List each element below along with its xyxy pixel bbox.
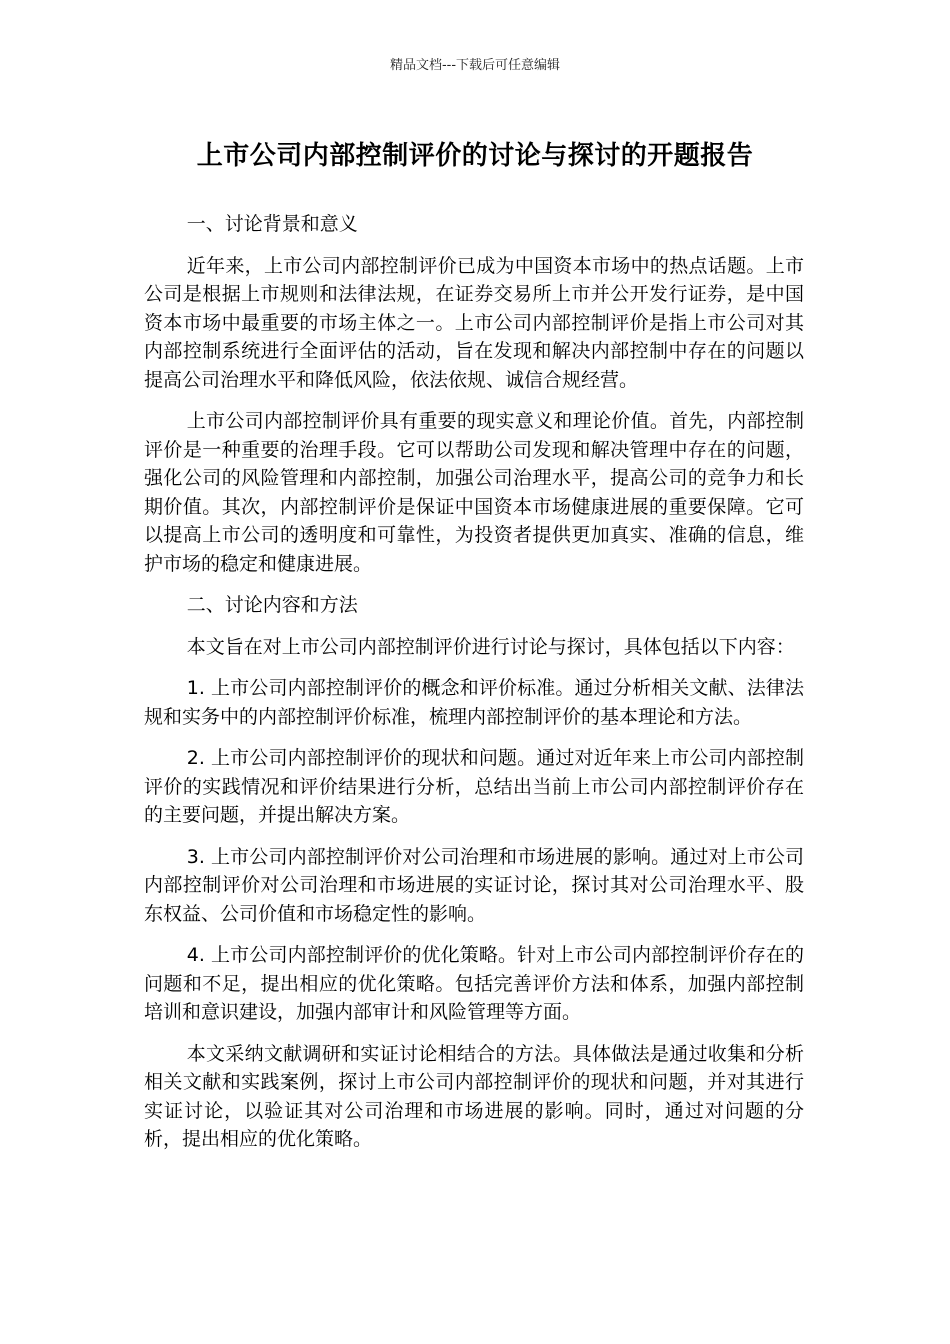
paragraph-background-intro: 近年来，上市公司内部控制评价已成为中国资本市场中的热点话题。上市公司是根据上市规则和法律法规，在证券交易所上市并公开发行证券，是中国资本市场中最重要的市场主体之一。上市公司内部控制评价是指上市公司对其内部控制系统进行全面评估的活动，旨在发现和解决内部控制中存在的问题以提高公司治理水平和降低风险，依法依规、诚信合规经营。 bbox=[144, 254, 804, 391]
section-heading-background: 一、讨论背景和意义 bbox=[186, 213, 358, 235]
list-item-2: 2. 上市公司内部控制评价的现状和问题。通过对近年来上市公司内部控制评价的实践情况和评价结果进行分析，总结出当前上市公司内部控制评价存在的主要问题，并提出解决方案。 bbox=[144, 747, 804, 826]
list-item-3: 3. 上市公司内部控制评价对公司治理和市场进展的影响。通过对上市公司内部控制评价对公司治理和市场进展的实证讨论，探讨其对公司治理水平、股东权益、公司价值和市场稳定性的影响。 bbox=[144, 845, 804, 925]
header-note: 精品文档---下载后可任意编辑 bbox=[389, 58, 561, 73]
paragraph-content-intro: 本文旨在对上市公司内部控制评价进行讨论与探讨，具体包括以下内容： bbox=[186, 635, 795, 658]
paragraph-significance: 上市公司内部控制评价具有重要的现实意义和理论价值。首先，内部控制评价是一种重要的治理手段。它可以帮助公司发现和解决管理中存在的问题，强化公司的风险管理和内部控制，加强公司治理水平，提高公司的竞争力和长期价值。其次，内部控制评价是保证中国资本市场健康进展的重要保障。它可以提高上市公司的透明度和可靠性，为投资者提供更加真实、准确的信息，维护市场的稳定和健康进展。 bbox=[144, 410, 804, 575]
document-title: 上市公司内部控制评价的讨论与探讨的开题报告 bbox=[196, 141, 754, 171]
list-item-4: 4. 上市公司内部控制评价的优化策略。针对上市公司内部控制评价存在的问题和不足，提出相应的优化策略。包括完善评价方法和体系，加强内部控制培训和意识建设，加强内部审计和风险管理等方面。 bbox=[144, 944, 804, 1023]
document-body bbox=[144, 210, 804, 1167]
section-heading-content-methods: 二、讨论内容和方法 bbox=[186, 594, 358, 616]
paragraph-methods: 本文采纳文献调研和实证讨论相结合的方法。具体做法是通过收集和分析相关文献和实践案例，探讨上市公司内部控制评价的现状和问题，并对其进行实证讨论，以验证其对公司治理和市场进展的影响。同时，通过对问题的分析，提出相应的优化策略。 bbox=[144, 1042, 804, 1150]
list-item-1: 1. 上市公司内部控制评价的概念和评价标准。通过分析相关文献、法律法规和实务中的内部控制评价标准，梳理内部控制评价的基本理论和方法。 bbox=[144, 677, 804, 728]
